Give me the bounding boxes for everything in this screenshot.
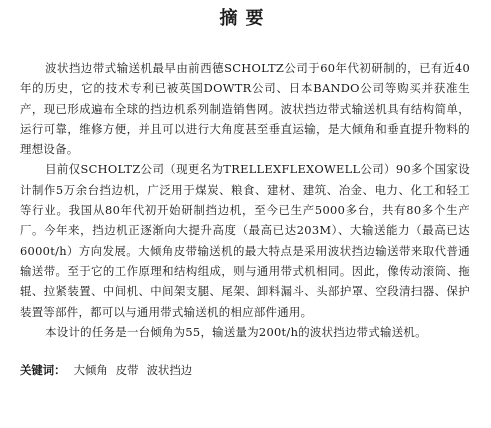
keyword-item: 波状挡边 <box>146 363 193 377</box>
paragraph-history: 波状挡边带式输送机最早由前西德SCHOLTZ公司于60年代初研制的，已有近40年的历史，它的技术专利已被英国DOWTR公司、日本BANDO公司等购买并获准生产，现已形成遍布全球的挡边机系列制造销售网。波状挡边带式输送机具有结构简单，运行可靠，维修方便，并且可以进行大角度甚至垂直运输，是大倾角和垂直提升物料的理想设备。 <box>20 61 470 157</box>
keywords-label: 关键词： <box>20 363 66 377</box>
page-title: 摘要 <box>219 8 272 29</box>
keyword-item: 皮带 <box>115 363 139 377</box>
keyword-item: 大倾角 <box>73 363 108 377</box>
paragraph-task: 本设计的任务是一台倾角为55，输送量为200t/h的波状挡边带式输送机。 <box>45 324 427 339</box>
keywords-line <box>20 360 470 380</box>
paragraph-development: 目前仅SCHOLTZ公司（现更名为TRELLEXFLEXOWELL公司）90多个国家设计制作5万余台挡边机，广泛用于煤炭、粮食、建材、建筑、冶金、电力、化工和轻工等行业。我国从80年代初开始研制挡边机，至今已生产5000多台，共有80多个生产厂。今年来，挡边机正逐渐向大提升高度（最高已达203M）、大输送能力（最高已达6000t/h）方向发展。大倾角皮带输送机的最大特点是采用波状挡边输送带来取代普通输送带。至于它的工作原理和结构组成，则与通用带式机相同。因此，像传动滚筒、拖辊、拉紧装置、中间机、中间架支腿、尾架、卸料漏斗、头部护罩、空段清扫器、保护装置等部件，都可以与通用带式输送机的相应部件通用。 <box>20 162 470 319</box>
abstract-body <box>20 58 470 342</box>
